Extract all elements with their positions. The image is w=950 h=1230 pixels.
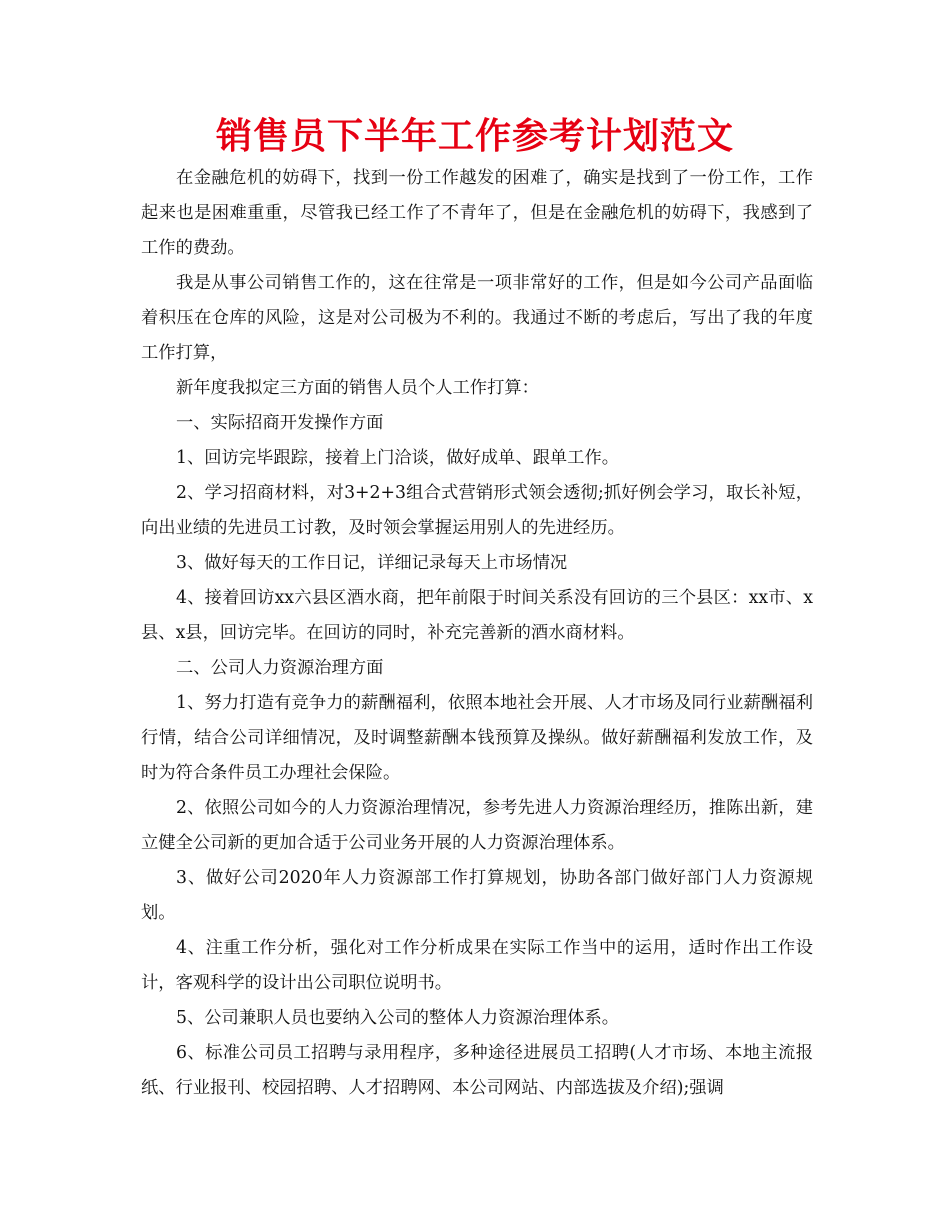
list-item: 6、标准公司员工招聘与录用程序，多种途径进展员工招聘(人才市场、本地主流报纸、行业报刊、校园招聘、人才招聘网、本公司网站、内部选拔及介绍);强调 [141,1043,813,1098]
list-item: 1、回访完毕跟踪，接着上门洽谈，做好成单、跟单工作。 [176,448,620,468]
list-item: 2、依照公司如今的人力资源治理情况，参考先进人力资源治理经历，推陈出新，建立健全公司新的更加合适于公司业务开展的人力资源治理体系。 [141,798,813,853]
list-item: 4、接着回访xx六县区酒水商，把年前限于时间关系没有回访的三个县区：xx市、x县、x县，回访完毕。在回访的同时，补充完善新的酒水商材料。 [141,588,813,643]
section-heading-2: 二、公司人力资源治理方面 [176,658,384,678]
list-item: 4、注重工作分析，强化对工作分析成果在实际工作当中的运用，适时作出工作设计，客观科学的设计出公司职位说明书。 [141,938,813,993]
document-body [141,161,813,1106]
paragraph-intro-1: 在金融危机的妨碍下，找到一份工作越发的困难了，确实是找到了一份工作，工作起来也是困难重重，尽管我已经工作了不青年了，但是在金融危机的妨碍下，我感到了工作的费劲。 [141,168,813,258]
section-heading-1: 一、实际招商开发操作方面 [176,413,384,433]
list-item: 5、公司兼职人员也要纳入公司的整体人力资源治理体系。 [176,1008,620,1028]
list-item: 2、学习招商材料，对3+2+3组合式营销形式领会透彻;抓好例会学习，取长补短，向出业绩的先进员工讨教，及时领会掌握运用别人的先进经历。 [141,483,813,538]
list-item: 3、做好公司2020年人力资源部工作打算规划，协助各部门做好部门人力资源规划。 [141,868,813,923]
paragraph-plan-overview: 新年度我拟定三方面的销售人员个人工作打算： [176,378,539,398]
paragraph-intro-2: 我是从事公司销售工作的，这在往常是一项非常好的工作，但是如今公司产品面临着积压在仓库的风险，这是对公司极为不利的。我通过不断的考虑后，写出了我的年度工作打算， [141,273,813,363]
document-title: 销售员下半年工作参考计划范文 [215,116,734,157]
list-item: 1、努力打造有竞争力的薪酬福利，依照本地社会开展、人才市场及同行业薪酬福利行情，结合公司详细情况，及时调整薪酬本钱预算及操纵。做好薪酬福利发放工作，及时为符合条件员工办理社会保险。 [141,693,813,783]
list-item: 3、做好每天的工作日记，详细记录每天上市场情况 [176,553,568,573]
